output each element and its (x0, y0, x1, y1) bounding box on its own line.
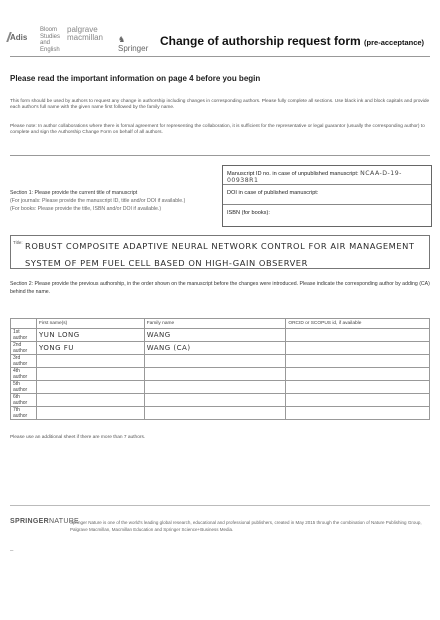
manuscript-id-value[interactable]: NCAA-D-19-00938R1 (227, 170, 402, 184)
header-divider (10, 56, 430, 57)
palgrave-macmillan-logo (67, 26, 103, 42)
family-name-cell[interactable] (144, 407, 286, 420)
intro-heading: Please read the important information on page 4 before you begin (10, 74, 261, 83)
author-label: 1st author (11, 329, 37, 342)
author-label: 6th author (11, 394, 37, 407)
springer-nature-description: Springer Nature is one of the world's leading global research, educational and professional publishers, created in May 2015 through the combination of Nature Publishing Group, Palgrave Macmillan, Macmillan Education and Springer Science+Business Media. (70, 520, 422, 532)
table-row (11, 394, 430, 407)
header-first-name: First name(s) (36, 319, 144, 329)
intro-paragraph: This form should be used by authors to request any change in authorship including changes in corresponding authors. Please fully complete all sections. Use black ink and block capitals and provide each author's full name with the given name first followed by the family name. (10, 99, 430, 111)
family-name-cell[interactable]: WANG (144, 329, 286, 342)
bs-line3: and English (40, 40, 60, 53)
bs-line1: Bloom (40, 27, 58, 33)
authors-table-header (11, 319, 430, 329)
table-row (11, 329, 430, 342)
title-label: Title: (13, 240, 23, 245)
author-label: 4th author (11, 368, 37, 381)
first-name-cell[interactable]: YUN LONG (36, 329, 144, 342)
family-name-cell[interactable] (144, 394, 286, 407)
orcid-cell[interactable] (286, 355, 430, 368)
first-name-cell[interactable] (36, 407, 144, 420)
table-row (11, 407, 430, 420)
note-paragraph: Please note: In author collaborations where there is formal agreement for representing the collaboration, it is sufficient for the representative or legal guarantor (usually the corresponding author) to complete and sign the Authorship Change Form on behalf of all authors. (10, 124, 425, 136)
table-row (11, 368, 430, 381)
table-row (11, 381, 430, 394)
springer-nature-logo (10, 518, 79, 525)
author-label: 3rd author (11, 355, 37, 368)
table-row (11, 342, 430, 355)
family-name-cell[interactable] (144, 381, 286, 394)
section1 (10, 190, 185, 213)
section2-instructions: Section 2: Please provide the previous authorship, in the order shown on the manuscript before the changes were introduced. Please indicate the corresponding author by adding (CA) behind the name. (10, 281, 430, 295)
footer-dash: – (10, 548, 14, 554)
title-field[interactable] (10, 235, 430, 269)
macmillan-text: macmillan (67, 33, 104, 42)
doi-label: DOI in case of published manuscript: (227, 190, 319, 196)
header-family-name: Family name (144, 319, 286, 329)
section1-heading: Section 1: Please provide the current title of manuscript (10, 190, 138, 196)
sn-logo-bold: SPRINGER (10, 518, 49, 525)
sn-logo-thin: NATURE (48, 518, 80, 525)
isbn-row (223, 206, 431, 225)
first-name-cell[interactable] (36, 394, 144, 407)
orcid-cell[interactable] (286, 394, 430, 407)
orcid-cell[interactable] (286, 329, 430, 342)
intro-divider (10, 155, 430, 156)
header-blank (11, 319, 37, 329)
table-row (11, 355, 430, 368)
authors-table (10, 318, 430, 420)
publisher-logos (10, 25, 155, 53)
footer-divider (10, 505, 430, 506)
family-name-cell[interactable] (144, 368, 286, 381)
first-name-cell[interactable] (36, 355, 144, 368)
first-name-cell[interactable] (36, 368, 144, 381)
author-label: 5th author (11, 381, 37, 394)
author-label: 7th author (11, 407, 37, 420)
bloom-studies-logo (40, 27, 62, 53)
isbn-label: ISBN (for books): (227, 210, 270, 216)
title-value: ROBUST COMPOSITE ADAPTIVE NEURAL NETWORK CONTROL FOR AIR MANAGEMENT SYSTEM OF PEM FUEL CELL BASED ON HIGH-GAIN OBSERVER (25, 241, 415, 268)
first-name-cell[interactable]: YONG FU (36, 342, 144, 355)
orcid-cell[interactable] (286, 381, 430, 394)
orcid-cell[interactable] (286, 342, 430, 355)
orcid-cell[interactable] (286, 407, 430, 420)
adis-logo: Adis (10, 33, 28, 42)
manuscript-id-box (222, 165, 432, 227)
section1-journals-note: (For journals: Please provide the manuscript ID, title and/or DOI if available.) (10, 197, 186, 204)
form-subtitle: (pre-acceptance) (364, 38, 425, 47)
manuscript-id-row (223, 166, 431, 185)
springer-text: Springer (118, 43, 149, 53)
form-title (160, 34, 424, 48)
manuscript-id-label: Manuscript ID no. in case of unpublished manuscript: (227, 171, 359, 177)
bs-line2: Studies (40, 33, 61, 40)
springer-logo: ♞ Springer (118, 35, 149, 53)
family-name-cell[interactable]: WANG (CA) (144, 342, 286, 355)
first-name-cell[interactable] (36, 381, 144, 394)
orcid-cell[interactable] (286, 368, 430, 381)
form-title-text: Change of authorship request form (160, 34, 361, 48)
palgrave-text: palgrave (67, 25, 98, 34)
author-label: 2nd author (11, 342, 37, 355)
section1-books-note: (For books: Please provide the title, ISBN and/or DOI if available.) (10, 205, 162, 212)
additional-sheet-note: Please use an additional sheet if there are more than 7 authors. (10, 435, 146, 440)
doi-row (223, 186, 431, 205)
family-name-cell[interactable] (144, 355, 286, 368)
header-orcid: ORCID or SCOPUS id, if available (286, 319, 430, 329)
